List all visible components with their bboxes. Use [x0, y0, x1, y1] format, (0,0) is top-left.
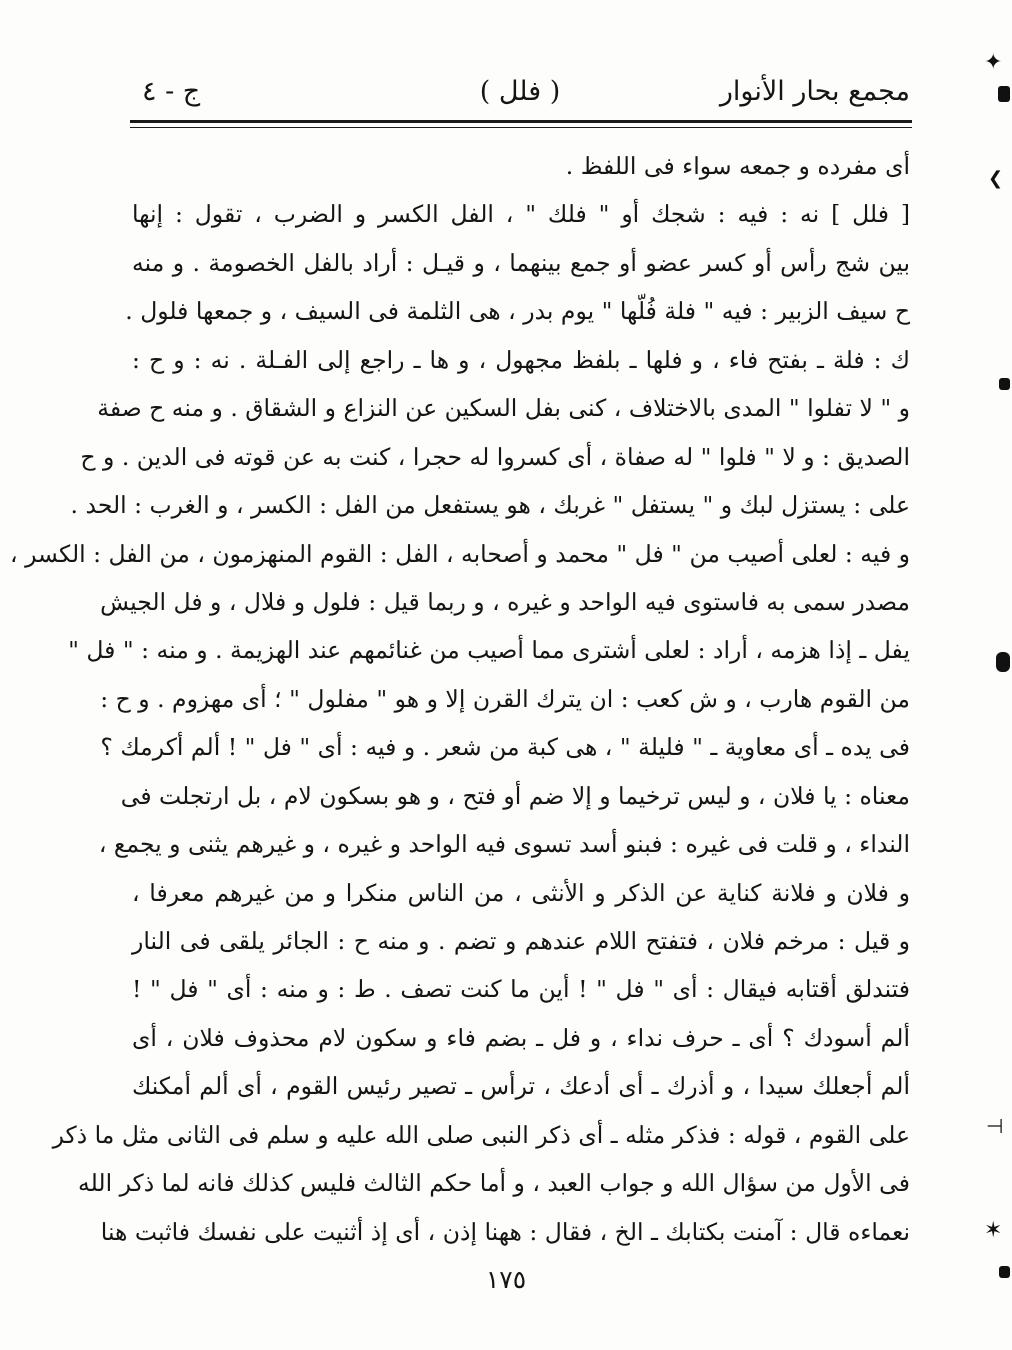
margin-blot — [999, 1266, 1010, 1278]
margin-blot — [996, 652, 1010, 672]
text-line: بين شج رأس أو كسر عضو أو جمع بينهما ، و قيـل : أراد بالفل الخصومة . و منه — [132, 248, 910, 277]
page-number: ١٧٥ — [485, 1265, 527, 1294]
text-line: الصديق : و لا " فلوا " له صفاة ، أى كسروا له حجرا ، كنت به عن قوته فى الدين . و ح — [80, 442, 910, 471]
running-header — [130, 72, 910, 116]
text-line: ك : فلة ـ بفتح فاء ، و فلها ـ بلفظ مجهول ، و ها ـ راجع إلى الفـلة . نه : و ح : — [132, 345, 910, 374]
text-line: فى يده ـ أى معاوية ـ " فليلة " ، هى كبة من شعر . و فيه : أى " فل " ! ألم أكرمك ؟ — [100, 733, 910, 762]
text-line: و فلان و فلانة كناية عن الذكر و الأنثى ، من الناس منكرا و من غيرهم معرفا ، — [132, 878, 910, 907]
text-line: و " لا تفلوا " المدى بالاختلاف ، كنى بفل السكين عن النزاع و الشقاق . و منه ح صفة — [97, 394, 910, 423]
header-rule-thick — [130, 120, 912, 123]
margin-mark: ⊣ — [986, 1114, 1004, 1138]
margin-mark: ✶ — [984, 1218, 1003, 1243]
text-line: و فيه : لعلى أصيب من " فل " محمد و أصحابه ، الفل : القوم المنهزمون ، من الفل : الكسر ، — [10, 539, 910, 568]
entry-heading: ( فلل ) — [479, 76, 561, 107]
margin-mark: ❮ — [988, 168, 1004, 189]
text-line: ح سيف الزبير : فيه " فلة فُلّها " يوم بدر ، هى الثلمة فى السيف ، و جمعها فلول . — [125, 297, 910, 326]
book-title: مجمع بحار الأنوار — [719, 76, 910, 107]
text-line: مصدر سمى به فاستوى فيه الواحد و غيره ، و ربما قيل : فلول و فلال ، و فل الجيش — [100, 587, 910, 616]
text-line: نعماءه قال : آمنت بكتابك ـ الخ ، فقال : ههنا إذن ، أى إذ أثنيت على نفسك فاثبت هنا — [100, 1217, 910, 1246]
text-line: فتندلق أقتابه فيقال : أى " فل " ! أين ما كنت تصف . ط : و منه : أى " فل " ! — [132, 975, 910, 1004]
margin-blot — [998, 86, 1010, 102]
text-line: يفل ـ إذا هزمه ، أراد : لعلى أشترى مما أصيب من غنائمهم عند الهزيمة . و منه : " فل " — [68, 636, 910, 665]
text-line: ألم أسودك ؟ أى ـ حرف نداء ، و فل ـ بضم فاء و سكون لام محذوف فلان ، أى — [132, 1023, 910, 1052]
text-line: على القوم ، قوله : فذكر مثله ـ أى ذكر النبى صلى الله عليه و سلم فى الثانى مثل ما ذكر — [52, 1120, 910, 1149]
body-text — [10, 142, 910, 1256]
text-line: [ فلل ] نه : فيه : شجك أو " فلك " ، الفل الكسر و الضرب ، تقول : إنها — [132, 200, 910, 229]
text-line: معناه : يا فلان ، و ليس ترخيما و إلا ضم أو فتح ، و هو بسكون لام ، بل ارتجلت فى — [120, 781, 910, 810]
text-line: النداء ، و قلت فى غيره : فبنو أسد تسوى فيه الواحد و غيره ، و غيرهم يثنى و يجمع ، — [98, 830, 910, 859]
margin-blot — [999, 378, 1010, 390]
text-line: على : يستزل لبك و " يستفل " غربك ، هو يستفعل من الفل : الكسر ، و الغرب : الحد . — [70, 491, 910, 520]
text-line: من القوم هارب ، و ش كعب : ان يترك القرن إلا و هو " مفلول " ؛ أى مهزوم . و ح : — [100, 684, 910, 713]
volume-label: ج - ٤ — [142, 76, 201, 107]
margin-mark: ✦ — [984, 50, 1003, 75]
text-line: أى مفرده و جمعه سواء فى اللفظ . — [565, 152, 910, 180]
text-line: ألم أجعلك سيدا ، و أذرك ـ أى أدعك ، ترأس ـ تصير رئيس القوم ، أى ألم أمكنك — [132, 1072, 910, 1101]
header-rule-thin — [130, 127, 912, 128]
text-line: فى الأول من سؤال الله و جواب العبد ، و أما حكم الثالث فليس كذلك فانه لما ذكر الله — [78, 1169, 910, 1198]
text-line: و قيل : مرخم فلان ، فتفتح اللام عندهم و تضم . و منه ح : الجائر يلقى فى النار — [132, 927, 910, 955]
